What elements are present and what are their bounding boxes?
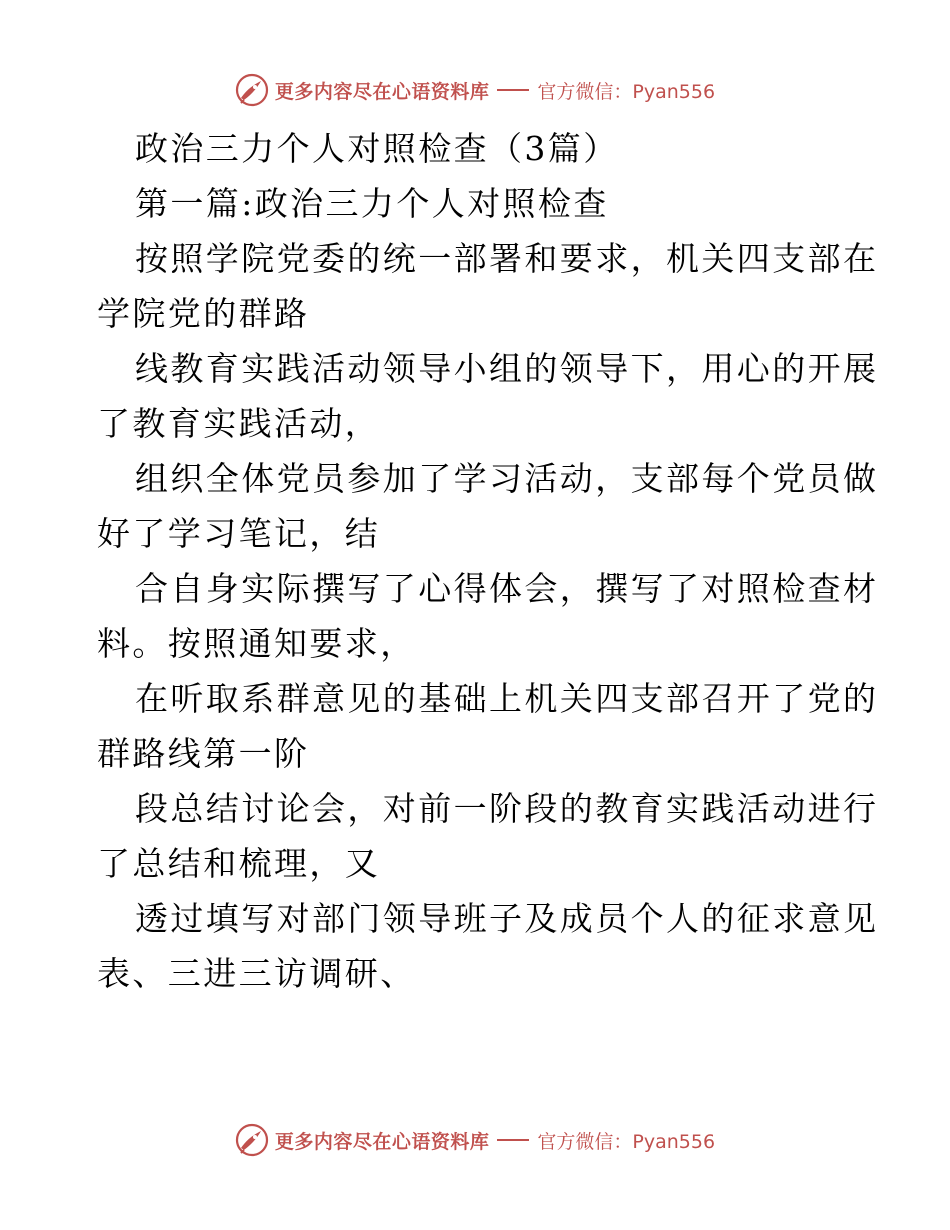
document-title: 政治三力个人对照检查（3篇） [135,129,619,168]
footer-watermark [0,1120,950,1160]
watermark-text: 更多内容尽在心语资料库 [274,1130,490,1153]
paragraph-line: 段总结讨论会，对前一阶段的教育实践活动进行 [135,789,879,828]
paragraph [97,561,879,671]
paragraph-line: 了总结和梳理，又 [97,844,381,883]
paragraph-line: 表、三进三访调研、 [97,954,416,993]
paragraph [97,671,879,781]
header-watermark [0,70,950,110]
document-body [97,121,879,1001]
paragraph-line: 组织全体党员参加了学习活动，支部每个党员做 [135,459,879,498]
paragraph-line: 群路线第一阶 [97,734,310,773]
paragraph [97,341,879,451]
paragraph [97,451,879,561]
paragraph-line: 线教育实践活动领导小组的领导下，用心的开展 [135,349,879,388]
paragraph-line: 合自身实际撰写了心得体会，撰写了对照检查材 [135,569,879,608]
pen-logo-icon [235,1123,269,1157]
paragraph-line: 按照学院党委的统一部署和要求，机关四支部在 [135,239,879,278]
paragraph [97,781,879,891]
document-subtitle: 第一篇:政治三力个人对照检查 [135,184,609,223]
watermark-text: 更多内容尽在心语资料库 [274,80,490,103]
paragraph [97,231,879,341]
paragraph-line: 了教育实践活动， [97,404,381,443]
paragraph-line: 透过填写对部门领导班子及成员个人的征求意见 [135,899,879,938]
paragraph-line: 料。按照通知要求， [97,624,416,663]
watermark-separator [497,1139,529,1141]
watermark-separator [497,89,529,91]
paragraph-line: 学院党的群路 [97,294,310,333]
paragraph [97,891,879,1001]
paragraph-line: 好了学习笔记，结 [97,514,381,553]
paragraph-line: 在听取系群意见的基础上机关四支部召开了党的 [135,679,879,718]
pen-logo-icon [235,73,269,107]
watermark-contact: 官方微信：Pyan556 [537,80,716,103]
watermark-contact: 官方微信：Pyan556 [537,1130,716,1153]
